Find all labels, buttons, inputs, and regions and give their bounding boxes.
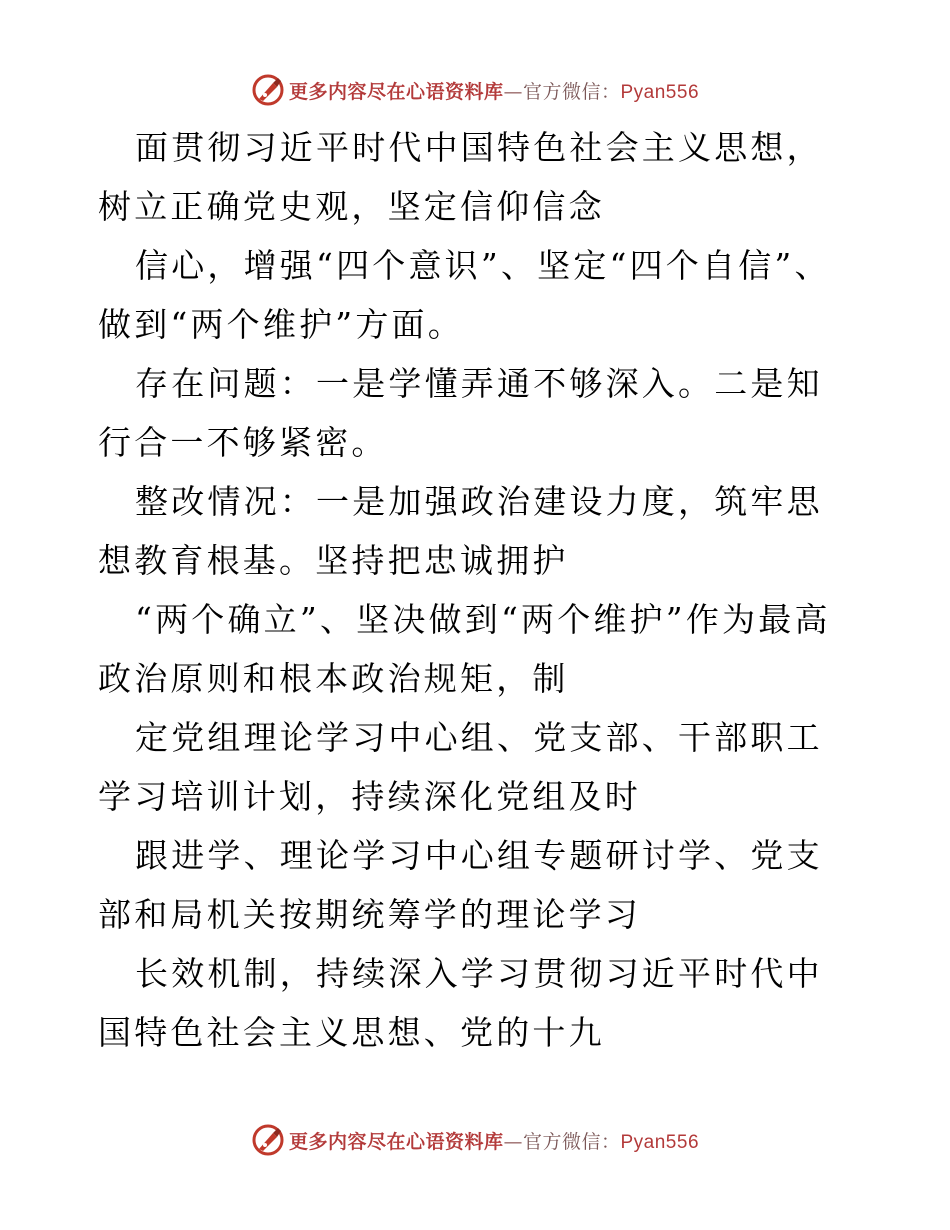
paragraph-1: 面贯彻习近平时代中国特色社会主义思想，树立正确党史观，坚定信仰信念 [98, 128, 823, 226]
header-separator: — [503, 80, 523, 103]
pen-nib-logo-icon [251, 73, 285, 107]
paragraph-6: 定党组理论学习中心组、党支部、干部职工学习培训计划，持续深化党组及时 [98, 718, 823, 816]
header-handle: Pyan556 [620, 81, 700, 103]
header-banner-text [289, 77, 699, 104]
document-body [98, 118, 858, 1062]
header-brand: 更多内容尽在心语资料库 [288, 80, 504, 103]
header-banner [0, 70, 950, 110]
paragraph-5: “两个确立”、坚决做到“两个维护”作为最高政治原则和根本政治规矩，制 [98, 600, 831, 698]
paragraph-8: 长效机制，持续深入学习贯彻习近平时代中国特色社会主义思想、党的十九 [98, 954, 823, 1052]
paragraph-4: 整改情况：一是加强政治建设力度，筑牢思想教育根基。坚持把忠诚拥护 [98, 482, 823, 580]
footer-brand: 更多内容尽在心语资料库 [288, 1130, 504, 1153]
footer-banner-text [289, 1127, 699, 1154]
header-label: 官方微信： [522, 80, 621, 103]
footer-label: 官方微信： [522, 1130, 621, 1153]
footer-banner [0, 1120, 950, 1160]
paragraph-7: 跟进学、理论学习中心组专题研讨学、党支部和局机关按期统筹学的理论学习 [98, 836, 823, 934]
paragraph-3: 存在问题：一是学懂弄通不够深入。二是知行合一不够紧密。 [98, 364, 823, 462]
pen-nib-logo-icon [251, 1123, 285, 1157]
paragraph-2: 信心，增强“四个意识”、坚定“四个自信”、做到“两个维护”方面。 [98, 246, 831, 344]
footer-handle: Pyan556 [620, 1131, 700, 1153]
footer-separator: — [503, 1130, 523, 1153]
